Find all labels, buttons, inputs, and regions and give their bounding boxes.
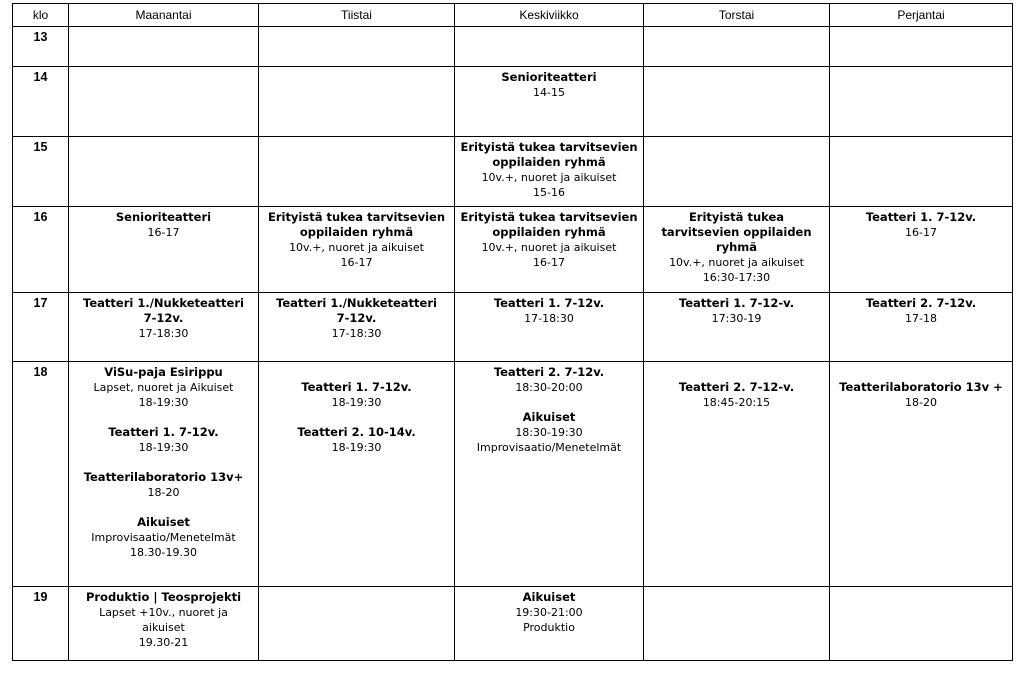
- class-title: Teatteri 2. 7-12-v.: [678, 380, 795, 394]
- class-time: 17-18: [905, 312, 937, 325]
- header-friday: Perjantai: [830, 4, 1013, 27]
- class-time: 17-18:30: [524, 312, 574, 325]
- class-title-cont: ryhmä: [715, 240, 758, 254]
- class-time: 17-18:30: [331, 327, 382, 340]
- cell-18-mon: [69, 362, 259, 587]
- hour-19: 19: [13, 587, 69, 661]
- cell-14-tue: [259, 67, 455, 137]
- class-time: 19.30-21: [138, 636, 189, 649]
- class-title: Erityistä tukea tarvitsevien: [460, 210, 638, 224]
- class-audience-cont: aikuiset: [142, 621, 185, 634]
- cell-14-thu: [644, 67, 830, 137]
- cell-13-tue: [259, 27, 455, 67]
- class-title: Teatteri 1. 7-12v.: [865, 210, 977, 224]
- class-title: Senioriteatteri: [115, 210, 212, 224]
- cell-19-tue: [259, 587, 455, 661]
- class-audience: 10v.+, nuoret ja aikuiset: [289, 241, 424, 254]
- cell-15-mon: [69, 137, 259, 207]
- class-time: 18:45-20:15: [702, 396, 771, 409]
- class-title-cont: oppilaiden ryhmä: [492, 225, 606, 239]
- class-time: 16-17: [905, 226, 937, 239]
- class-audience: Produktio: [523, 621, 575, 634]
- class-title-cont: 7-12v.: [336, 311, 377, 325]
- class-title: Erityistä tukea tarvitsevien: [267, 210, 446, 224]
- row-15: [13, 137, 1013, 207]
- class-time: 18-19:30: [331, 396, 382, 409]
- cell-18-fri: [830, 362, 1013, 587]
- cell-17-fri: [830, 293, 1013, 362]
- class-title-cont: tarvitsevien oppilaiden: [661, 225, 812, 239]
- cell-15-fri: [830, 137, 1013, 207]
- cell-14-fri: [830, 67, 1013, 137]
- class-time: 14-15: [533, 86, 565, 99]
- header-tuesday: Tiistai: [259, 4, 455, 27]
- row-17: [13, 293, 1013, 362]
- cell-18-wed: [455, 362, 644, 587]
- class-title: Erityistä tukea: [688, 210, 785, 224]
- cell-15-wed: [455, 137, 644, 207]
- hour-14: 14: [13, 67, 69, 137]
- cell-16-mon: [69, 207, 259, 293]
- header-monday: Maanantai: [69, 4, 259, 27]
- cell-14-wed: [455, 67, 644, 137]
- class-time: 18:30-20:00: [515, 381, 583, 394]
- class-title: Produktio | Teosprojekti: [85, 590, 242, 604]
- class-title: Teatteri 1./Nukketeatteri: [276, 296, 437, 310]
- cell-17-mon: [69, 293, 259, 362]
- cell-19-mon: [69, 587, 259, 661]
- row-18: [13, 362, 1013, 587]
- class-time: 18-19:30: [138, 396, 189, 409]
- class-audience: 10v.+, nuoret ja aikuiset: [481, 241, 617, 254]
- row-16: [13, 207, 1013, 293]
- cell-15-thu: [644, 137, 830, 207]
- cell-17-tue: [259, 293, 455, 362]
- cell-18-thu: [644, 362, 830, 587]
- cell-16-wed: [455, 207, 644, 293]
- cell-19-thu: [644, 587, 830, 661]
- row-13: [13, 27, 1013, 67]
- class-audience: Lapset +10v., nuoret ja: [99, 606, 228, 619]
- header-klo: klo: [13, 4, 69, 27]
- header-row: [13, 4, 1013, 27]
- hour-17: 17: [13, 293, 69, 362]
- class-title-cont: oppilaiden ryhmä: [299, 225, 414, 239]
- class-time: 17-18:30: [138, 327, 189, 340]
- class-title: Teatteri 1. 7-12v.: [493, 296, 605, 310]
- schedule-table: [12, 3, 1013, 661]
- class-time: 18.30-19.30: [130, 546, 197, 559]
- class-time: 16:30-17:30: [702, 271, 771, 284]
- class-title-cont: 7-12v.: [143, 311, 184, 325]
- class-time: 18-19:30: [138, 441, 189, 454]
- class-title: ViSu-paja Esirippu: [104, 365, 223, 379]
- class-time: 18-20: [905, 396, 937, 409]
- class-title: Aikuiset: [522, 590, 576, 604]
- cell-16-fri: [830, 207, 1013, 293]
- class-title: Teatterilaboratorio 13v+: [83, 470, 244, 484]
- cell-19-fri: [830, 587, 1013, 661]
- class-time: 16-17: [147, 226, 180, 239]
- class-title: Aikuiset: [137, 515, 190, 529]
- class-time: 18:30-19:30: [515, 426, 583, 439]
- class-title: Teatteri 2. 7-12v.: [865, 296, 977, 310]
- class-time: 15-16: [533, 186, 565, 199]
- class-title: Teatteri 1. 7-12v.: [108, 425, 219, 439]
- cell-13-mon: [69, 27, 259, 67]
- cell-15-tue: [259, 137, 455, 207]
- class-time: 17:30-19: [711, 312, 762, 325]
- class-title: Aikuiset: [522, 410, 576, 424]
- class-time: 18-19:30: [331, 441, 382, 454]
- cell-13-thu: [644, 27, 830, 67]
- cell-17-wed: [455, 293, 644, 362]
- hour-18: 18: [13, 362, 69, 587]
- class-time: 18-20: [147, 486, 180, 499]
- row-19: [13, 587, 1013, 661]
- class-title: Teatterilaboratorio 13v +: [839, 380, 1003, 394]
- class-audience: Improvisaatio/Menetelmät: [476, 441, 622, 454]
- hour-15: 15: [13, 137, 69, 207]
- cell-13-wed: [455, 27, 644, 67]
- cell-18-tue: [259, 362, 455, 587]
- cell-16-thu: [644, 207, 830, 293]
- class-title: Teatteri 1./Nukketeatteri: [83, 296, 244, 310]
- hour-16: 16: [13, 207, 69, 293]
- cell-13-fri: [830, 27, 1013, 67]
- cell-17-thu: [644, 293, 830, 362]
- class-title: Teatteri 2. 10-14v.: [297, 425, 416, 439]
- class-time: 16-17: [533, 256, 565, 269]
- row-14: [13, 67, 1013, 137]
- header-thursday: Torstai: [644, 4, 830, 27]
- class-title: Teatteri 2. 7-12v.: [493, 365, 605, 379]
- class-audience: 10v.+, nuoret ja aikuiset: [669, 256, 804, 269]
- cell-16-tue: [259, 207, 455, 293]
- class-title: Senioriteatteri: [501, 70, 597, 84]
- header-wednesday: Keskiviikko: [455, 4, 644, 27]
- hour-13: 13: [13, 27, 69, 67]
- class-time: 16-17: [340, 256, 373, 269]
- cell-14-mon: [69, 67, 259, 137]
- class-title-cont: oppilaiden ryhmä: [492, 155, 606, 169]
- cell-19-wed: [455, 587, 644, 661]
- class-audience: Lapset, nuoret ja Aikuiset: [93, 381, 234, 394]
- class-time: 19:30-21:00: [515, 606, 583, 619]
- class-audience: Improvisaatio/Menetelmät: [91, 531, 236, 544]
- class-title: Teatteri 1. 7-12-v.: [678, 296, 795, 310]
- class-audience: 10v.+, nuoret ja aikuiset: [481, 171, 617, 184]
- class-title: Teatteri 1. 7-12v.: [301, 380, 412, 394]
- class-title: Erityistä tukea tarvitsevien: [460, 140, 638, 154]
